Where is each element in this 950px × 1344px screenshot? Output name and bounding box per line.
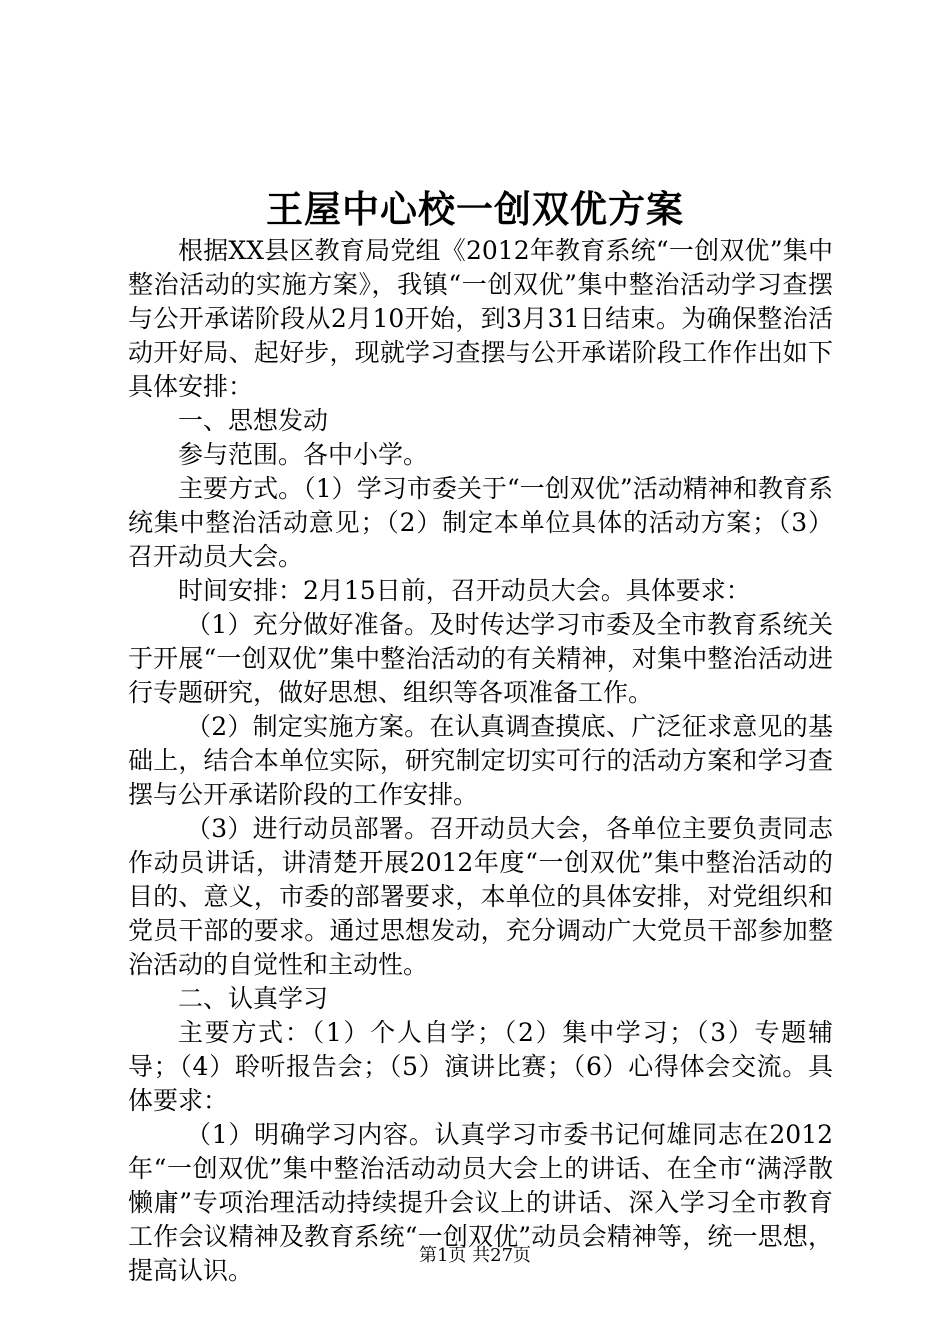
- paragraph-requirement-2: （2）制定实施方案。在认真调查摸底、广泛征求意见的基础上，结合本单位实际，研究制定切实可行的活动方案和学习查摆与公开承诺阶段的工作安排。: [128, 712, 833, 809]
- paragraph-scope: 参与范围。各中小学。: [178, 440, 429, 469]
- paragraph-requirement-1: （1）充分做好准备。及时传达学习市委及全市教育系统关于开展“一创双优”集中整治活动的有关精神，对集中整治活动进行专题研究，做好思想、组织等各项准备工作。: [128, 610, 833, 707]
- document-body: [128, 234, 833, 1288]
- paragraph-methods-2: 主要方式：（1）个人自学；（2）集中学习；（3）专题辅导；（4）聆听报告会；（5）演讲比赛；（6）心得体会交流。具体要求：: [128, 1018, 833, 1115]
- document-title: 王屋中心校一创双优方案: [266, 187, 684, 231]
- page-footer: 第1页 共27页: [418, 1245, 532, 1266]
- section-heading-2: 二、认真学习: [178, 984, 329, 1013]
- paragraph-study-requirement-1: （1）明确学习内容。认真学习市委书记何雄同志在2012年“一创双优”集中整治活动动员大会上的讲话、在全市“满浮散懒庸”专项治理活动持续提升会议上的讲话、深入学习全市教育工作会议精神及教育系统“一创双优”动员会精神等，统一思想，提高认识。: [128, 1120, 833, 1285]
- paragraph-intro: 根据XX县区教育局党组《2012年教育系统“一创双优”集中整治活动的实施方案》，我镇“一创双优”集中整治活动学习查摆与公开承诺阶段从2月10开始，到3月31日结束。为确保整治活动开好局、起好步，现就学习查摆与公开承诺阶段工作作出如下具体安排：: [128, 236, 833, 401]
- paragraph-methods-1: 主要方式。（1）学习市委关于“一创双优”活动精神和教育系统集中整治活动意见；（2）制定本单位具体的活动方案；（3）召开动员大会。: [128, 474, 833, 571]
- paragraph-requirement-3: （3）进行动员部署。召开动员大会，各单位主要负责同志作动员讲话，讲清楚开展2012年度“一创双优”集中整治活动的目的、意义，市委的部署要求，本单位的具体安排，对党组织和党员干部的要求。通过思想发动，充分调动广大党员干部参加整治活动的自觉性和主动性。: [128, 814, 833, 979]
- paragraph-schedule: 时间安排：2月15日前，召开动员大会。具体要求：: [178, 576, 751, 605]
- section-heading-1: 一、思想发动: [178, 406, 329, 435]
